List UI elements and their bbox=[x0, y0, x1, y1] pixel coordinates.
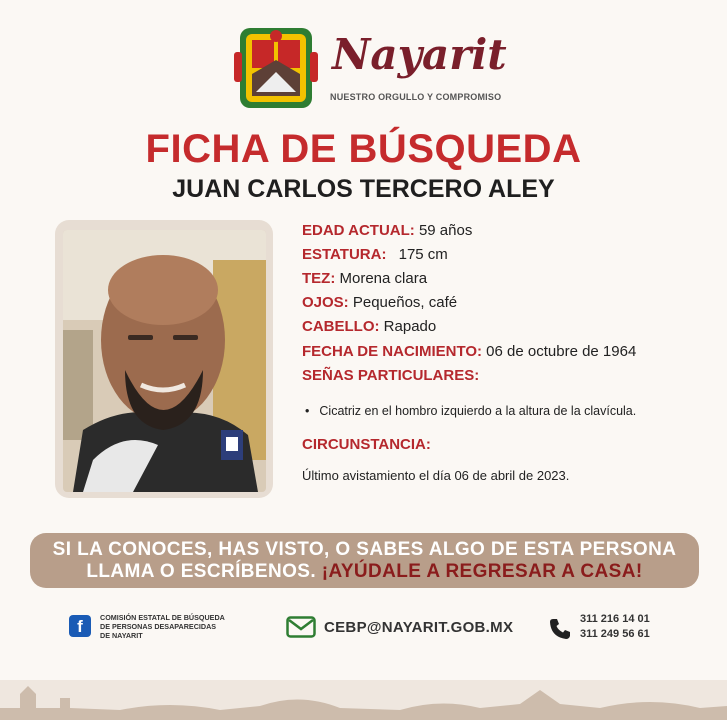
decorative-skyline bbox=[0, 680, 727, 720]
banner-line-2-text: LLAMA O ESCRÍBENOS. bbox=[86, 561, 317, 582]
nayarit-crest-logo bbox=[232, 22, 320, 114]
detail-value: Morena clara bbox=[339, 270, 428, 287]
facebook-icon[interactable]: f bbox=[69, 615, 91, 637]
banner-line-1: SI LA CONOCES, HAS VISTO, O SABES ALGO DE ESTA PERSONA bbox=[52, 539, 677, 560]
detail-value: Rapado bbox=[383, 318, 437, 335]
phone-numbers[interactable] bbox=[580, 612, 650, 642]
detail-value: 59 años bbox=[418, 222, 473, 239]
detail-tez bbox=[302, 270, 427, 287]
phone-number[interactable]: 311 249 56 61 bbox=[580, 628, 650, 640]
circunstancia-text: Último avistamiento el día 06 de abril de 2023. bbox=[302, 468, 570, 483]
bullet-icon: • bbox=[305, 404, 310, 418]
detail-estatura bbox=[302, 246, 448, 263]
detail-ojos bbox=[302, 294, 457, 311]
circunstancia-heading bbox=[302, 436, 431, 453]
commission-line: DE PERSONAS DESAPARECIDAS bbox=[100, 622, 217, 631]
detail-label: ESTATURA: bbox=[302, 246, 387, 263]
banner-line-2 bbox=[30, 561, 699, 583]
person-photo bbox=[63, 230, 266, 492]
banner-highlight: ¡AYÚDALE A REGRESAR A CASA! bbox=[321, 561, 643, 582]
page-title: FICHA DE BÚSQUEDA bbox=[145, 127, 582, 171]
detail-value: 175 cm bbox=[398, 246, 448, 263]
detail-label: CABELLO: bbox=[302, 318, 380, 335]
email-icon bbox=[286, 616, 316, 638]
commission-name[interactable] bbox=[100, 613, 250, 640]
person-name: JUAN CARLOS TERCERO ALEY bbox=[172, 175, 555, 203]
detail-value: 06 de octubre de 1964 bbox=[486, 343, 637, 360]
detail-edad bbox=[302, 222, 472, 239]
email-link[interactable]: CEBP@NAYARIT.GOB.MX bbox=[324, 619, 514, 636]
brand-wordmark: Nayarit bbox=[332, 30, 507, 79]
detail-label: FECHA DE NACIMIENTO: bbox=[302, 343, 482, 360]
senas-text: Cicatriz en el hombro izquierdo a la altura de la clavícula. bbox=[319, 404, 637, 418]
detail-value: Pequeños, café bbox=[352, 294, 458, 311]
phone-number[interactable]: 311 216 14 01 bbox=[580, 613, 650, 625]
commission-line: COMISIÓN ESTATAL DE BÚSQUEDA bbox=[100, 613, 225, 622]
detail-cabello bbox=[302, 318, 436, 335]
detail-label: OJOS: bbox=[302, 294, 349, 311]
detail-label: TEZ: bbox=[302, 270, 336, 287]
call-to-action-banner bbox=[30, 533, 699, 588]
commission-line: DE NAYARIT bbox=[100, 631, 143, 640]
circunstancia-label: CIRCUNSTANCIA: bbox=[302, 436, 431, 453]
brand-tagline: NUESTRO ORGULLO Y COMPROMISO bbox=[330, 92, 502, 102]
detail-fecha-nacimiento bbox=[302, 343, 636, 360]
phone-icon bbox=[548, 617, 572, 641]
senas-list-item bbox=[305, 404, 636, 418]
detail-label: EDAD ACTUAL: bbox=[302, 222, 415, 239]
detail-label: SEÑAS PARTICULARES: bbox=[302, 367, 480, 384]
detail-senas bbox=[302, 367, 479, 384]
